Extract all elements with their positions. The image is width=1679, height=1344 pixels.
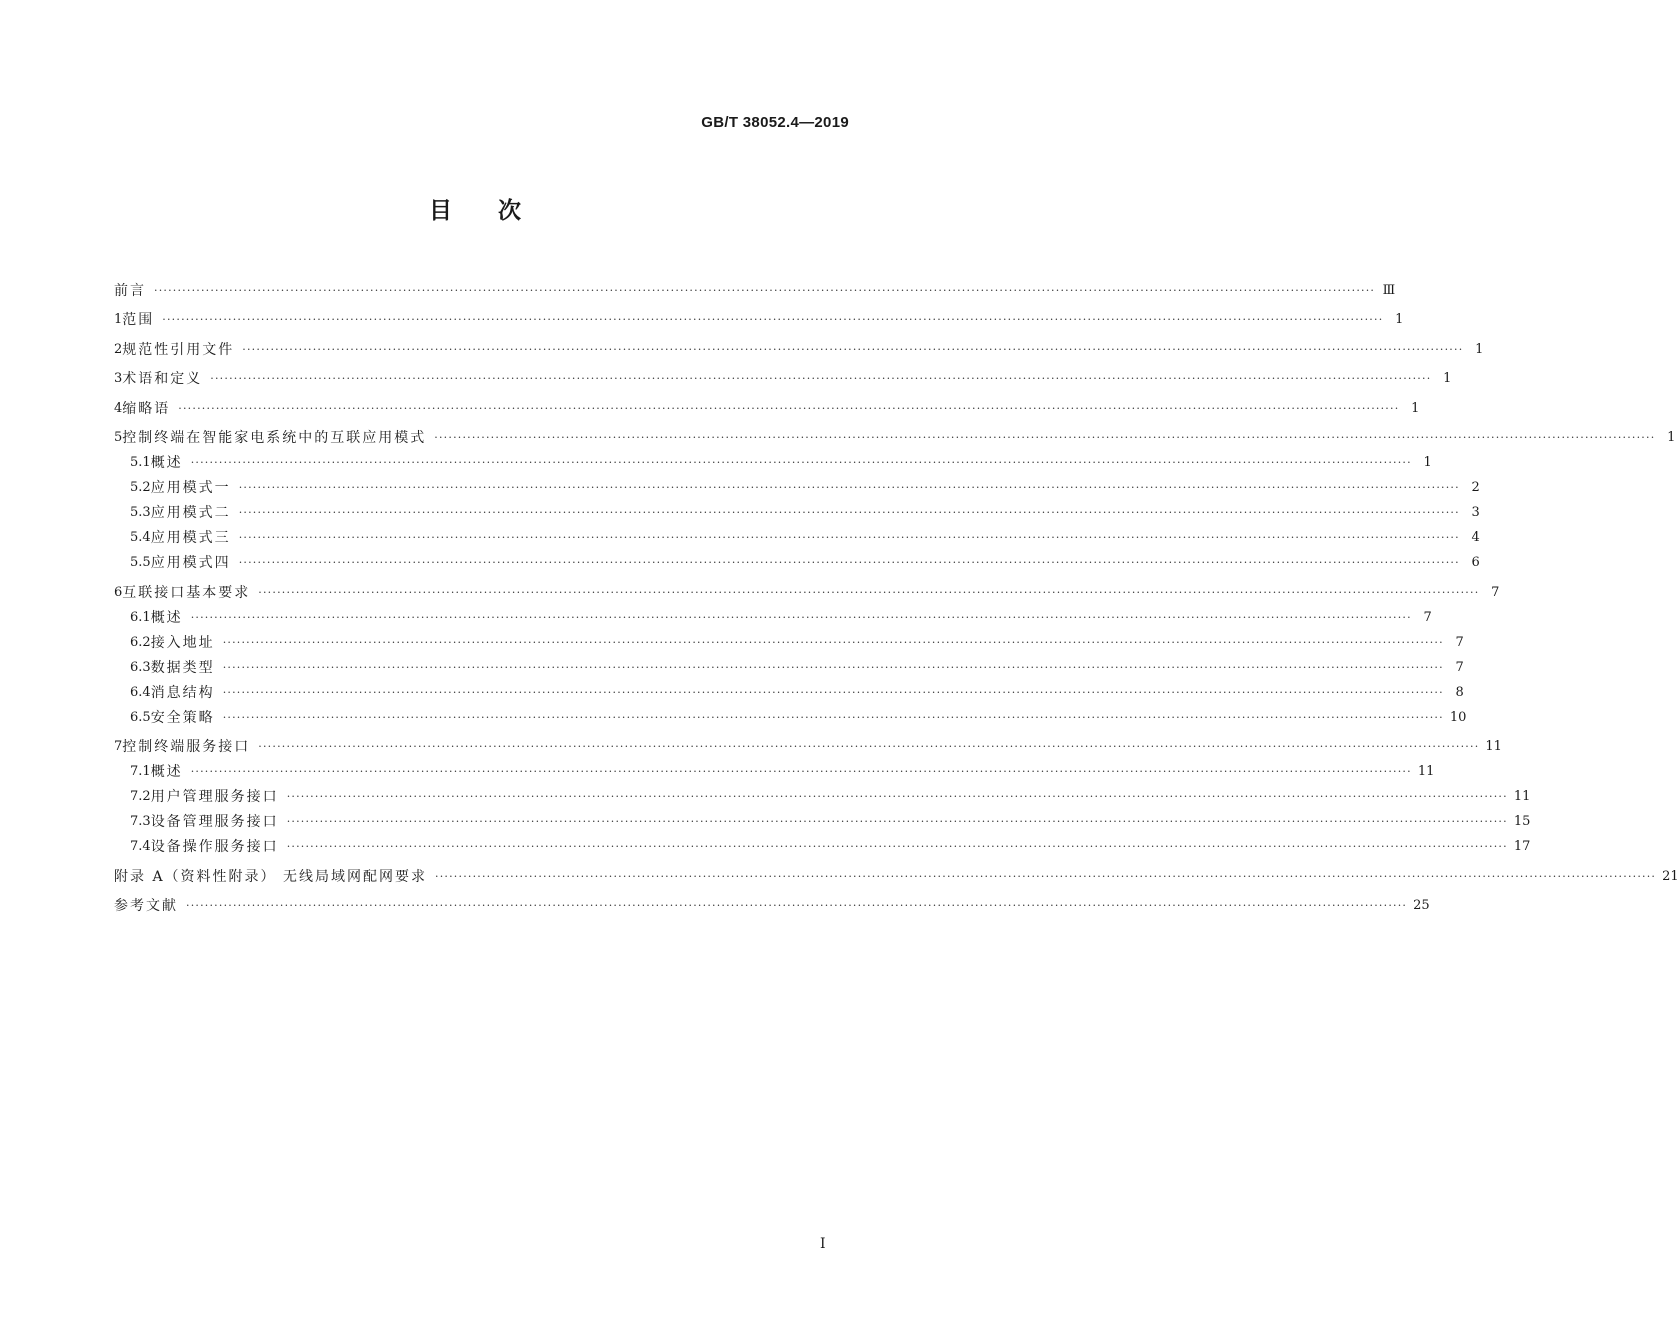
toc-entry-label: 设备管理服务接口 — [150, 814, 279, 830]
table-of-contents — [114, 271, 1679, 916]
toc-entry[interactable] — [114, 757, 1435, 782]
toc-entry-number: 5.1 — [130, 455, 151, 470]
toc-entry-page: 7 — [1455, 659, 1464, 675]
toc-entry-number: 7 — [114, 739, 123, 754]
toc-dot-leader: ···································································································································································································································································· — [190, 610, 1412, 624]
toc-entry-label: 附录 A（资料性附录） 无线局域网配网要求 — [114, 868, 428, 885]
toc-entry-number: 6.5 — [130, 709, 151, 725]
toc-entry-number: 3 — [114, 371, 123, 386]
toc-entry-number: 7.4 — [130, 839, 151, 854]
page-number: Ⅰ — [820, 1236, 826, 1252]
toc-entry-page: 10 — [1449, 709, 1467, 725]
toc-entry[interactable] — [114, 728, 1502, 758]
toc-entry-number: 7.2 — [130, 789, 151, 804]
toc-dot-leader: ···································································································································································································································································· — [238, 556, 1460, 569]
toc-entry-number: 2 — [114, 341, 123, 357]
toc-entry-label: 应用模式四 — [150, 555, 231, 571]
toc-entry-label: 范围 — [122, 312, 155, 328]
toc-entry-number: 5 — [114, 430, 123, 445]
toc-entry[interactable] — [114, 301, 1404, 331]
toc-entry[interactable] — [114, 678, 1464, 703]
toc-dot-leader: ···································································································································································································································································· — [154, 283, 1376, 297]
toc-entry-page: 1 — [1423, 455, 1432, 470]
toc-entry-page: 15 — [1513, 814, 1531, 829]
toc-entry-page: 11 — [1417, 764, 1435, 779]
toc-entry-number: 6.2 — [130, 634, 151, 650]
toc-entry[interactable] — [114, 548, 1480, 573]
toc-dot-leader: ···································································································································································································································································· — [286, 840, 1508, 853]
toc-entry-page: Ⅲ — [1382, 282, 1396, 298]
toc-dot-leader: ···································································································································································································································································· — [238, 481, 1460, 494]
toc-entry-label: 控制终端服务接口 — [122, 739, 251, 755]
toc-entry[interactable] — [114, 832, 1531, 857]
page-title: 目次 — [429, 198, 567, 224]
toc-entry[interactable] — [114, 807, 1531, 832]
toc-entry-number: 1 — [114, 312, 123, 327]
toc-entry-page: 3 — [1471, 505, 1480, 520]
toc-entry-number: 7.1 — [130, 764, 151, 779]
toc-entry-page: 1 — [1411, 400, 1420, 416]
toc-dot-leader: ···································································································································································································································································· — [222, 710, 1444, 724]
toc-entry-page: 4 — [1471, 530, 1480, 545]
toc-entry-label: 数据类型 — [150, 659, 215, 676]
toc-entry-label: 参考文献 — [114, 898, 178, 914]
toc-entry-page: 21 — [1662, 868, 1679, 884]
toc-entry-label: 应用模式一 — [150, 480, 231, 496]
toc-dot-leader: ···································································································································································································································································· — [435, 869, 1657, 883]
toc-dot-leader: ···································································································································································································································································· — [190, 456, 1412, 469]
toc-entry-label: 规范性引用文件 — [122, 341, 235, 358]
toc-entry[interactable] — [114, 523, 1480, 548]
toc-entry[interactable] — [114, 628, 1464, 653]
toc-entry-label: 控制终端在智能家电系统中的互联应用模式 — [122, 430, 427, 446]
toc-entry-number: 5.5 — [130, 555, 151, 570]
toc-entry-page: 7 — [1455, 634, 1464, 650]
toc-entry-page: 7 — [1423, 609, 1432, 625]
toc-entry[interactable] — [114, 360, 1452, 390]
toc-entry-number: 6.3 — [130, 659, 151, 675]
toc-dot-leader: ···································································································································································································································································· — [286, 790, 1508, 803]
toc-entry-page: 8 — [1455, 684, 1464, 700]
toc-entry-number: 4 — [114, 400, 123, 416]
toc-entry-page: 2 — [1471, 480, 1480, 495]
toc-entry-label: 前言 — [114, 282, 146, 299]
toc-dot-leader: ···································································································································································································································································· — [222, 660, 1444, 674]
toc-entry-number: 5.2 — [130, 480, 151, 495]
toc-entry-page: 17 — [1513, 839, 1531, 854]
toc-entry-page: 1 — [1667, 430, 1676, 445]
toc-entry-label: 安全策略 — [150, 709, 215, 726]
toc-dot-leader: ···································································································································································································································································· — [242, 342, 1464, 356]
toc-entry-page: 1 — [1475, 341, 1484, 357]
toc-entry-page: 6 — [1471, 555, 1480, 570]
toc-entry-page: 11 — [1513, 789, 1531, 804]
toc-dot-leader: ···································································································································································································································································· — [286, 815, 1508, 828]
toc-entry-number: 5.4 — [130, 530, 151, 545]
toc-dot-leader: ···································································································································································································································································· — [222, 685, 1444, 699]
toc-entry-number: 5.3 — [130, 505, 151, 520]
toc-entry-label: 术语和定义 — [122, 371, 203, 387]
toc-entry-label: 概述 — [150, 455, 183, 471]
toc-entry-page: 1 — [1443, 371, 1452, 386]
toc-entry-label: 互联接口基本要求 — [122, 584, 251, 601]
toc-dot-leader: ···································································································································································································································································· — [238, 531, 1460, 544]
toc-dot-leader: ···································································································································································································································································· — [190, 765, 1412, 778]
toc-entry[interactable] — [114, 653, 1464, 678]
toc-entry-label: 概述 — [150, 609, 183, 626]
toc-entry-number: 6.4 — [130, 684, 151, 700]
toc-dot-leader: ···································································································································································································································································· — [238, 506, 1460, 519]
toc-entry[interactable] — [114, 448, 1432, 473]
toc-dot-leader: ···································································································································································································································································· — [434, 431, 1656, 444]
toc-dot-leader: ···································································································································································································································································· — [186, 899, 1408, 912]
toc-entry-label: 概述 — [150, 764, 183, 780]
toc-entry-label: 缩略语 — [122, 400, 171, 417]
toc-entry[interactable] — [114, 703, 1467, 728]
toc-entry-page: 1 — [1395, 312, 1404, 327]
toc-entry[interactable] — [114, 498, 1480, 523]
toc-entry-label: 应用模式二 — [150, 505, 231, 521]
toc-entry[interactable] — [114, 330, 1484, 360]
toc-entry[interactable] — [114, 573, 1500, 603]
toc-entry[interactable] — [114, 887, 1430, 917]
toc-entry-number: 6.1 — [130, 609, 151, 625]
toc-entry-label: 应用模式三 — [150, 530, 231, 546]
toc-entry[interactable] — [114, 857, 1679, 887]
toc-entry[interactable] — [114, 419, 1676, 449]
toc-entry-page: 25 — [1413, 898, 1430, 913]
toc-entry-label: 接入地址 — [150, 634, 215, 651]
toc-entry[interactable] — [114, 271, 1396, 301]
toc-entry-number: 7.3 — [130, 814, 151, 829]
standard-code: GB/T 38052.4—2019 — [701, 114, 849, 131]
toc-entry[interactable] — [114, 603, 1432, 628]
toc-dot-leader: ···································································································································································································································································· — [258, 740, 1480, 753]
toc-dot-leader: ···································································································································································································································································· — [258, 585, 1480, 599]
toc-entry-page: 7 — [1491, 584, 1500, 600]
toc-dot-leader: ···································································································································································································································································· — [222, 635, 1444, 649]
toc-entry-label: 用户管理服务接口 — [150, 789, 279, 805]
toc-entry-label: 消息结构 — [150, 684, 215, 701]
toc-entry[interactable] — [114, 389, 1420, 419]
toc-dot-leader: ···································································································································································································································································· — [162, 313, 1384, 326]
toc-entry-number: 6 — [114, 584, 123, 600]
toc-entry[interactable] — [114, 473, 1480, 498]
toc-dot-leader: ···································································································································································································································································· — [210, 372, 1432, 385]
toc-entry[interactable] — [114, 782, 1531, 807]
toc-entry-page: 11 — [1485, 739, 1502, 754]
toc-entry-label: 设备操作服务接口 — [150, 839, 279, 855]
toc-dot-leader: ···································································································································································································································································· — [178, 401, 1400, 415]
